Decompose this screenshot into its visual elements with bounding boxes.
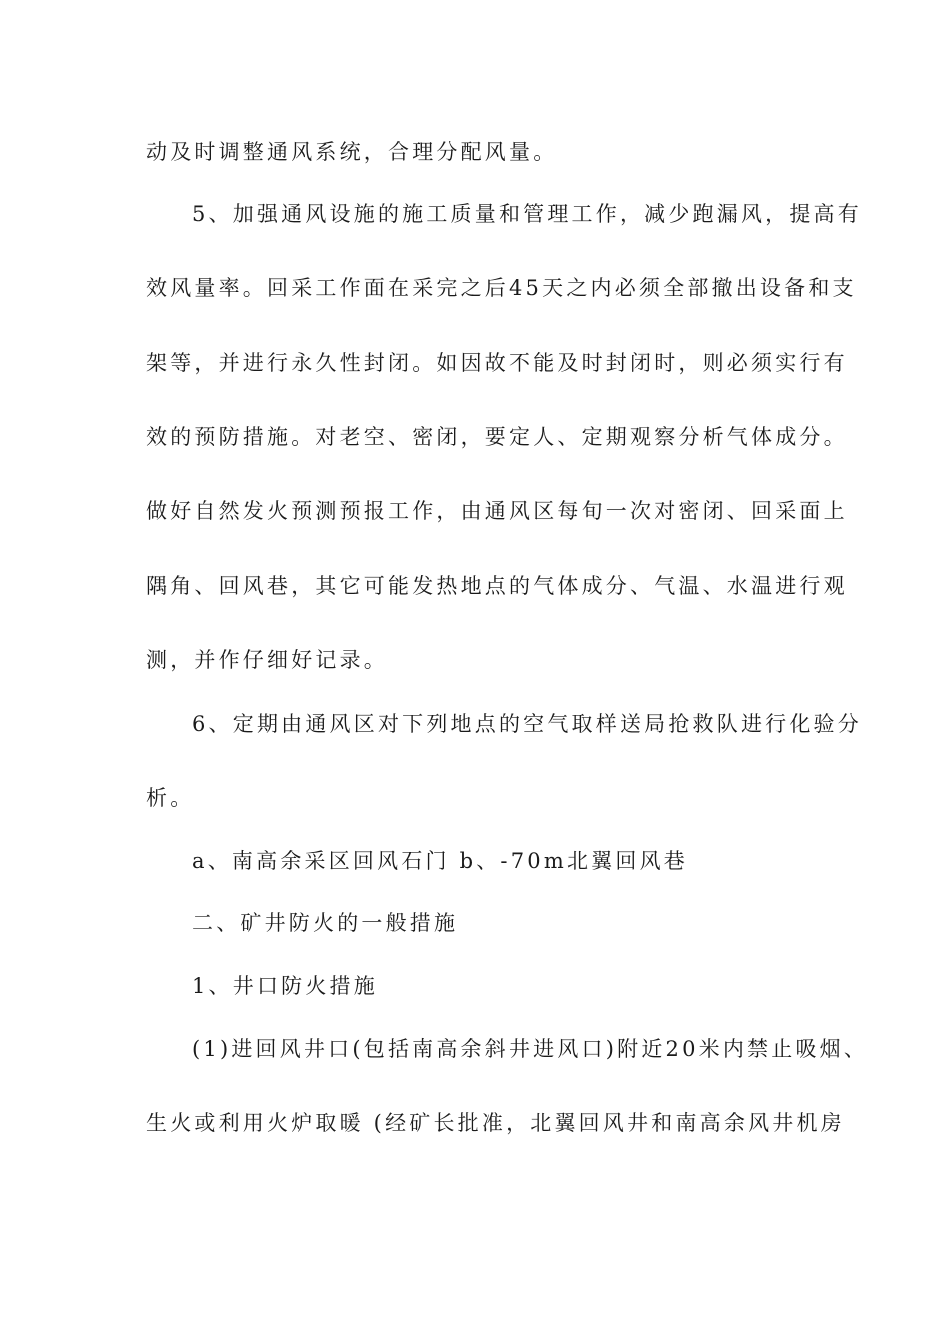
subsection-heading: 1、井口防火措施 — [192, 974, 378, 998]
section-heading: 二、矿井防火的一般措施 — [192, 911, 459, 935]
text-line: 做好自然发火预测预报工作，由通风区每旬一次对密闭、回采面上 — [146, 499, 848, 523]
text-line: 测，并作仔细好记录。 — [146, 648, 388, 672]
text-line: 隅角、回风巷，其它可能发热地点的气体成分、气温、水温进行观 — [146, 574, 848, 598]
paragraph-item-6: 6、定期由通风区对下列地点的空气取样送局抢救队进行化验分 — [192, 712, 862, 736]
text-line: 架等，并进行永久性封闭。如因故不能及时封闭时，则必须实行有 — [146, 351, 848, 375]
sample-locations: a、南高余采区回风石门 b、-70m北翼回风巷 — [192, 849, 688, 873]
paragraph-item-5: 5、加强通风设施的施工质量和管理工作，减少跑漏风，提高有 — [192, 202, 862, 226]
text-line: 效的预防措施。对老空、密闭，要定人、定期观察分析气体成分。 — [146, 425, 848, 449]
text-line: 动及时调整通风系统，合理分配风量。 — [146, 140, 558, 164]
text-line: 析。 — [146, 786, 195, 810]
paragraph-item-1: (1)进回风井口(包括南高余斜井进风口)附近20米内禁止吸烟、 — [192, 1037, 869, 1061]
text-line: 生火或利用火炉取暖 (经矿长批准，北翼回风井和南高余风井机房 — [146, 1111, 845, 1135]
text-line: 效风量率。回采工作面在采完之后45天之内必须全部撤出设备和支 — [146, 276, 857, 300]
